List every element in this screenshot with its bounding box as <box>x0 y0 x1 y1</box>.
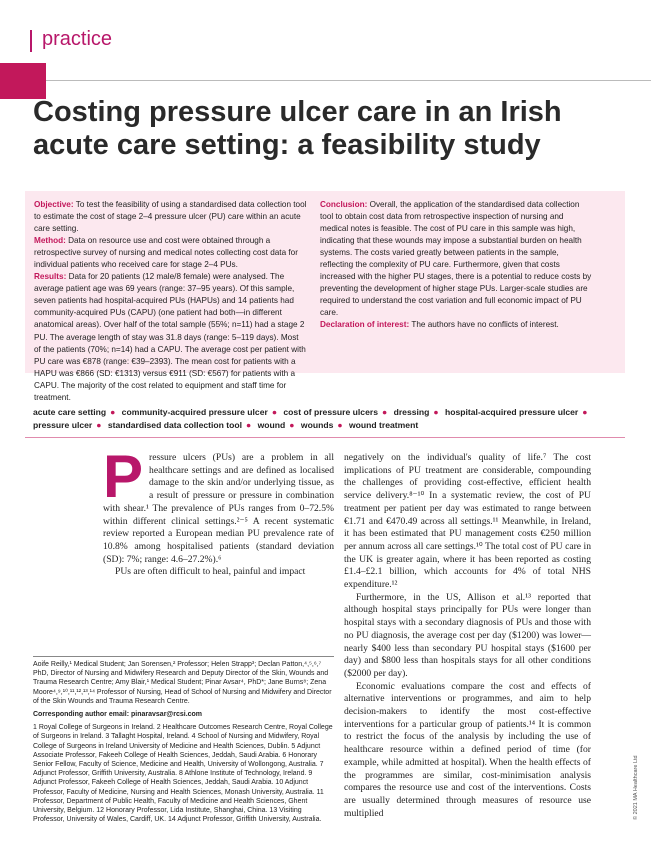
abstract-objective <box>34 199 307 235</box>
keyword: dressing <box>393 407 430 417</box>
keyword: wound treatment <box>348 419 419 430</box>
keyword-separator-icon: ● <box>337 419 343 430</box>
keyword: standardised data collection tool <box>107 419 243 430</box>
abstract-declaration <box>320 319 593 331</box>
keyword: community-acquired pressure ulcer <box>121 407 268 417</box>
declaration-text: The authors have no conflicts of interest. <box>411 320 559 330</box>
section-label: practice <box>42 28 113 50</box>
section-tab <box>0 63 46 99</box>
author-list: Aoife Reilly,¹ Medical Student; Jan Sorensen,² Professor; Helen Strapp³; Declan Patton,⁴,⁵,⁶,⁷ PhD, Director of Nursing and Midwifery Research and Deputy Director of the Skin, Wounds and Trauma Research Centre; Amy Blair,¹ Medical Student; Pinar Avsar⁴, PhD*; Jane Burns⁸; Zena Moore⁴,⁹,¹⁰,¹¹,¹²,¹³,¹⁴ Professor of Nursing, Head of School of Nursing and Midwifery and Director of the Skin Wounds and Trauma Research Centre. <box>33 661 332 705</box>
author-info <box>33 660 334 828</box>
body-column-left <box>103 443 334 579</box>
keyword-separator-icon: ● <box>433 407 439 417</box>
declaration-label: Declaration of interest: <box>320 320 410 330</box>
method-label: Method: <box>34 236 66 246</box>
body-paragraph: negatively on the individual's quality of life.⁷ The cost implications of PU treatment are considerable, compounding the challenges of providing cost-effective, efficient health service delivery.⁸⁻¹⁰ In a systematic review, the cost of PU treatment per patient per day was estimated to range between €1.71 and €470.49 across all settings.¹¹ Meanwhile, in Ireland, it has been estimated that PU management costs €250 million per annum across all care settings.¹⁰ The total cost of PU care in the UK is greater again, where it has been reported as costing £1.4–£2.1 billion, which accounts for 4% of total NHS expenditure.¹² <box>344 452 591 591</box>
authors-rule <box>33 656 334 657</box>
body-paragraph: Furthermore, in the US, Allison et al.¹³ reported that although hospital stays principally for PUs were longer than hospital stays with a secondary diagnosis of PUs and those with no PU diagnosis, the average cost per day ($1200) was lower—nearly $400 less than secondary PU hospital stays ($1600 per day) and $800 less than hospitals stays for all other conditions ($2000 per day). <box>344 591 591 679</box>
keywords-rule <box>25 437 625 438</box>
abstract-conclusion <box>320 199 593 319</box>
conclusion-label: Conclusion: <box>320 200 368 209</box>
results-text: Data for 20 patients (12 male/8 female) were analysed. The average patient age was 69 years (range: 37–95 years). Of this sample, seven patients had hospital-acquired PUs (HAPUs) and 14 patients had community-acquired PUs (CAPU) (one patient had both—in different anatomical areas). Over half of the total sample (55%; n=11) had a stage 2 PU. The average length of stay was 31.8 days (range: 5–119 days). Most of the patients (70%; n=14) had a CAPU. The average cost per patient with PU care was €878 (range: €39–2393). The mean cost for patients with a HAPU was €866 (SD: €1313) versus €911 (SD: €567) for patients with a CAPU. The majority of the cost related to equipment and staff time for treatment. <box>34 272 306 402</box>
body-column-right <box>344 452 591 820</box>
body-paragraph <box>103 443 334 566</box>
keyword: pressure ulcer <box>33 419 93 430</box>
keyword-separator-icon: ● <box>289 419 295 430</box>
keyword: wounds <box>300 419 334 430</box>
body-paragraph: PUs are often difficult to heal, painful and impact <box>115 566 306 578</box>
article-title: Costing pressure ulcer care in an Irish acute care setting: a feasibility study <box>33 96 562 161</box>
method-text: Data on resource use and cost were obtained through a retrospective survey of nursing and medical notes collecting cost data for individual patients who received care for stage 2–4 PUs. <box>34 236 298 270</box>
section-bar <box>30 30 32 52</box>
keyword-separator-icon: ● <box>246 419 252 430</box>
keyword: wound <box>257 419 286 430</box>
keyword-separator-icon: ● <box>381 407 388 417</box>
keyword: hospital-acquired pressure ulcer <box>445 407 579 417</box>
keyword-separator-icon: ● <box>110 407 116 417</box>
abstract-column-right <box>320 199 593 332</box>
keyword-separator-icon: ● <box>271 407 278 417</box>
drop-cap: P <box>103 443 144 510</box>
objective-text: To test the feasibility of using a standardised data collection tool to estimate the cost of stage 2–4 pressure ulcer (PU) care within an acute care setting. <box>34 200 307 234</box>
abstract-method <box>34 235 307 271</box>
affiliations: 1 Royal College of Surgeons in Ireland. 2 Healthcare Outcomes Research Centre, Royal College of Surgeons in Ireland. 3 Tallaght Hospital, Ireland. 4 School of Nursing and Midwifery, Royal College of Surgeons in Ireland University of Medicine and Health Sciences, Dublin. 5 Adjunct Associate Professor, Fakeeh College of Health Sciences, Jeddah, Saudi Arabia. 6 Honorary Senior Fellow, Faculty of Science, Medicine and Health, University of Wollongong, Australia. 7 Adjunct Professor, Griffith University, Australia. 8 Athlone Institute of Technology, Ireland. 9 Adjunct Professor, Fakeeh College of Health Sciences, Jeddah, Saudi Arabia. 10 Adjunct Professor, Faculty of Medicine, Nursing and Health Sciences, Monash University, Australia. 11 Professor, Department of Public Health, Faculty of Medicine and Health Sciences, Ghent University, Belgium. 12 Honorary Professor, Lida Institute, Shanghai, China. 13 Visiting Professor, University of Wales, Cardiff, UK. 14 Adjunct Professor, Griffith University, Australia. <box>33 724 333 824</box>
keyword: acute care setting <box>33 407 107 417</box>
body-paragraph: Economic evaluations compare the cost and effects of alternative interventions or programmes, and aim to help decision-makers to identify the most cost-effective interventions for a particular group of patients.¹⁴ It is common to restrict the focus of the analysis by including the use of healthcare resource within a defined period of time (for example, while admitted at hospital). When the health effects of the programmes are similar, cost-minimisation analysis compares the resource use and cost of the interventions. Costs are usually determined through measures of resource use multiplied <box>344 680 591 819</box>
keyword-separator-icon: ● <box>96 419 102 430</box>
abstract-results <box>34 271 307 404</box>
header-rule <box>46 80 651 81</box>
results-label: Results: <box>34 272 67 282</box>
keyword-separator-icon: ● <box>582 407 588 417</box>
abstract-column-left <box>34 199 307 404</box>
keywords <box>33 406 623 431</box>
keyword: cost of pressure ulcers <box>283 407 378 417</box>
body-text: ressure ulcers (PUs) are a problem in all healthcare settings and are defined as localised damage to the skin and/or underlying tissue, as a result of pressure or pressure in combination with shear.¹ The prevalence of PUs ranges from 0–72.5% within different clinical settings.²⁻⁵ A recent systematic review reported a European median PU prevalence rate of 10.8% among hospitalised patients (standard deviation (SD): 7%; range: 4.6–27.2%).⁶ <box>103 452 334 565</box>
objective-label: Objective: <box>34 200 74 209</box>
copyright-credit: © 2021 MA Healthcare Ltd <box>633 755 639 820</box>
corresponding-author: Corresponding author email: pinaravsar@rcsi.com <box>33 711 203 719</box>
conclusion-text: Overall, the application of the standardised data collection tool to obtain cost data from retrospective inspection of nursing and medical notes is feasible. The cost of PU care in this sample was high, indicating that these wounds may impose a substantial burden on health systems. The costs varied greatly between patients in the sample, reflecting the complexity of PU care. Furthermore, given that costs increased with the higher PU stages, there is a potential to reduce costs by preventing the development of higher stage PUs. Larger-scale studies are required to understand the cost variation and full economic impact of PU care. <box>320 200 592 318</box>
